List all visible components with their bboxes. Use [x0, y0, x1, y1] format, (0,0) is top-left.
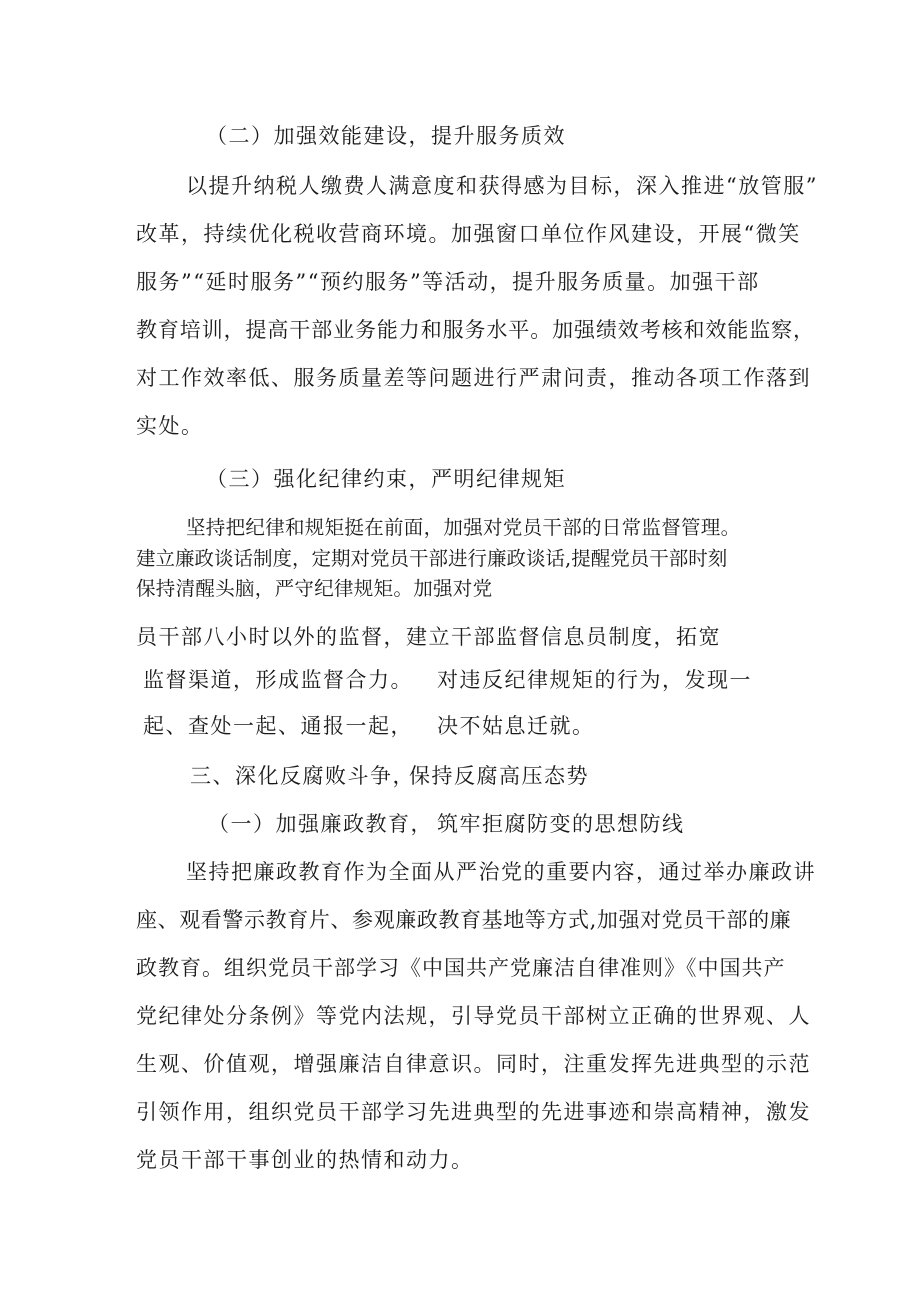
paragraph-line: 监督渠道，形成监督合力。 [143, 668, 413, 692]
paragraph-line: 改革，持续优化税收营商环境。加强窗口单位作风建设，开展“微笑 [136, 222, 801, 246]
paragraph-line: 员干部八小时以外的监督，建立干部监督信息员制度，拓宽 [136, 625, 721, 649]
section-heading-2-2: （二）加强效能建设，提升服务质效 [206, 124, 566, 148]
paragraph-line: 坚持把廉政教育作为全面从严治党的重要内容，通过举办廉政讲 [186, 860, 816, 884]
paragraph-line: 政教育。组织党员干部学习《中国共产党廉洁自律准则》《中国共产 [136, 956, 786, 980]
paragraph-line: 党员干部干事创业的热情和动力。 [136, 1148, 474, 1172]
section-heading-3-1-part2: 筑牢拒腐防变的思想防线 [437, 812, 685, 836]
paragraph-line: 决不姑息迁就。 [437, 714, 595, 738]
paragraph-line: 服务”“延时服务”“预约服务”等活动，提升服务质量。加强干部 [136, 270, 760, 294]
paragraph-line: 建立廉政谈话制度，定期对党员干部进行廉政谈话,提醒党员干部时刻 [136, 547, 728, 570]
paragraph-line: 起、查处一起、通报一起， [143, 714, 413, 738]
paragraph-line: 坚持把纪律和规矩挺在前面，加强对党员干部的日常监督管理。 [186, 516, 741, 539]
paragraph-line: 座、观看警示教育片、参观廉政教育基地等方式,加强对党员干部的廉 [136, 908, 792, 932]
paragraph-line: 对违反纪律规矩的行为，发现一 [437, 668, 752, 692]
paragraph-line: 引领作用，组织党员干部学习先进典型的先进事迹和崇高精神，激发 [136, 1100, 811, 1124]
paragraph-line: 对工作效率低、服务质量差等问题进行严肃问责，推动各项工作落到 [136, 366, 811, 390]
paragraph-line: 生观、价值观，增强廉洁自律意识。同时，注重发挥先进典型的示范 [136, 1052, 811, 1076]
section-heading-3-1-part1: （一）加强廉政教育， [208, 812, 433, 836]
section-heading-2-3: （三）强化纪律约束，严明纪律规矩 [206, 467, 566, 491]
section-heading-3-part2: 保持反腐高压态势 [409, 764, 589, 788]
paragraph-line: 保持清醒头脑，严守纪律规矩。加强对党 [136, 577, 493, 600]
paragraph-line: 党纪律处分条例》等党内法规，引导党员干部树立正确的世界观、人 [136, 1004, 811, 1028]
paragraph-line: 教育培训，提高干部业务能力和服务水平。加强绩效考核和效能监察， [136, 318, 815, 342]
paragraph-line: 以提升纳税人缴费人满意度和获得感为目标，深入推进“放管服” [186, 174, 818, 198]
section-heading-3-part1: 三、深化反腐败斗争， [190, 764, 415, 788]
paragraph-line: 实处。 [136, 414, 204, 438]
